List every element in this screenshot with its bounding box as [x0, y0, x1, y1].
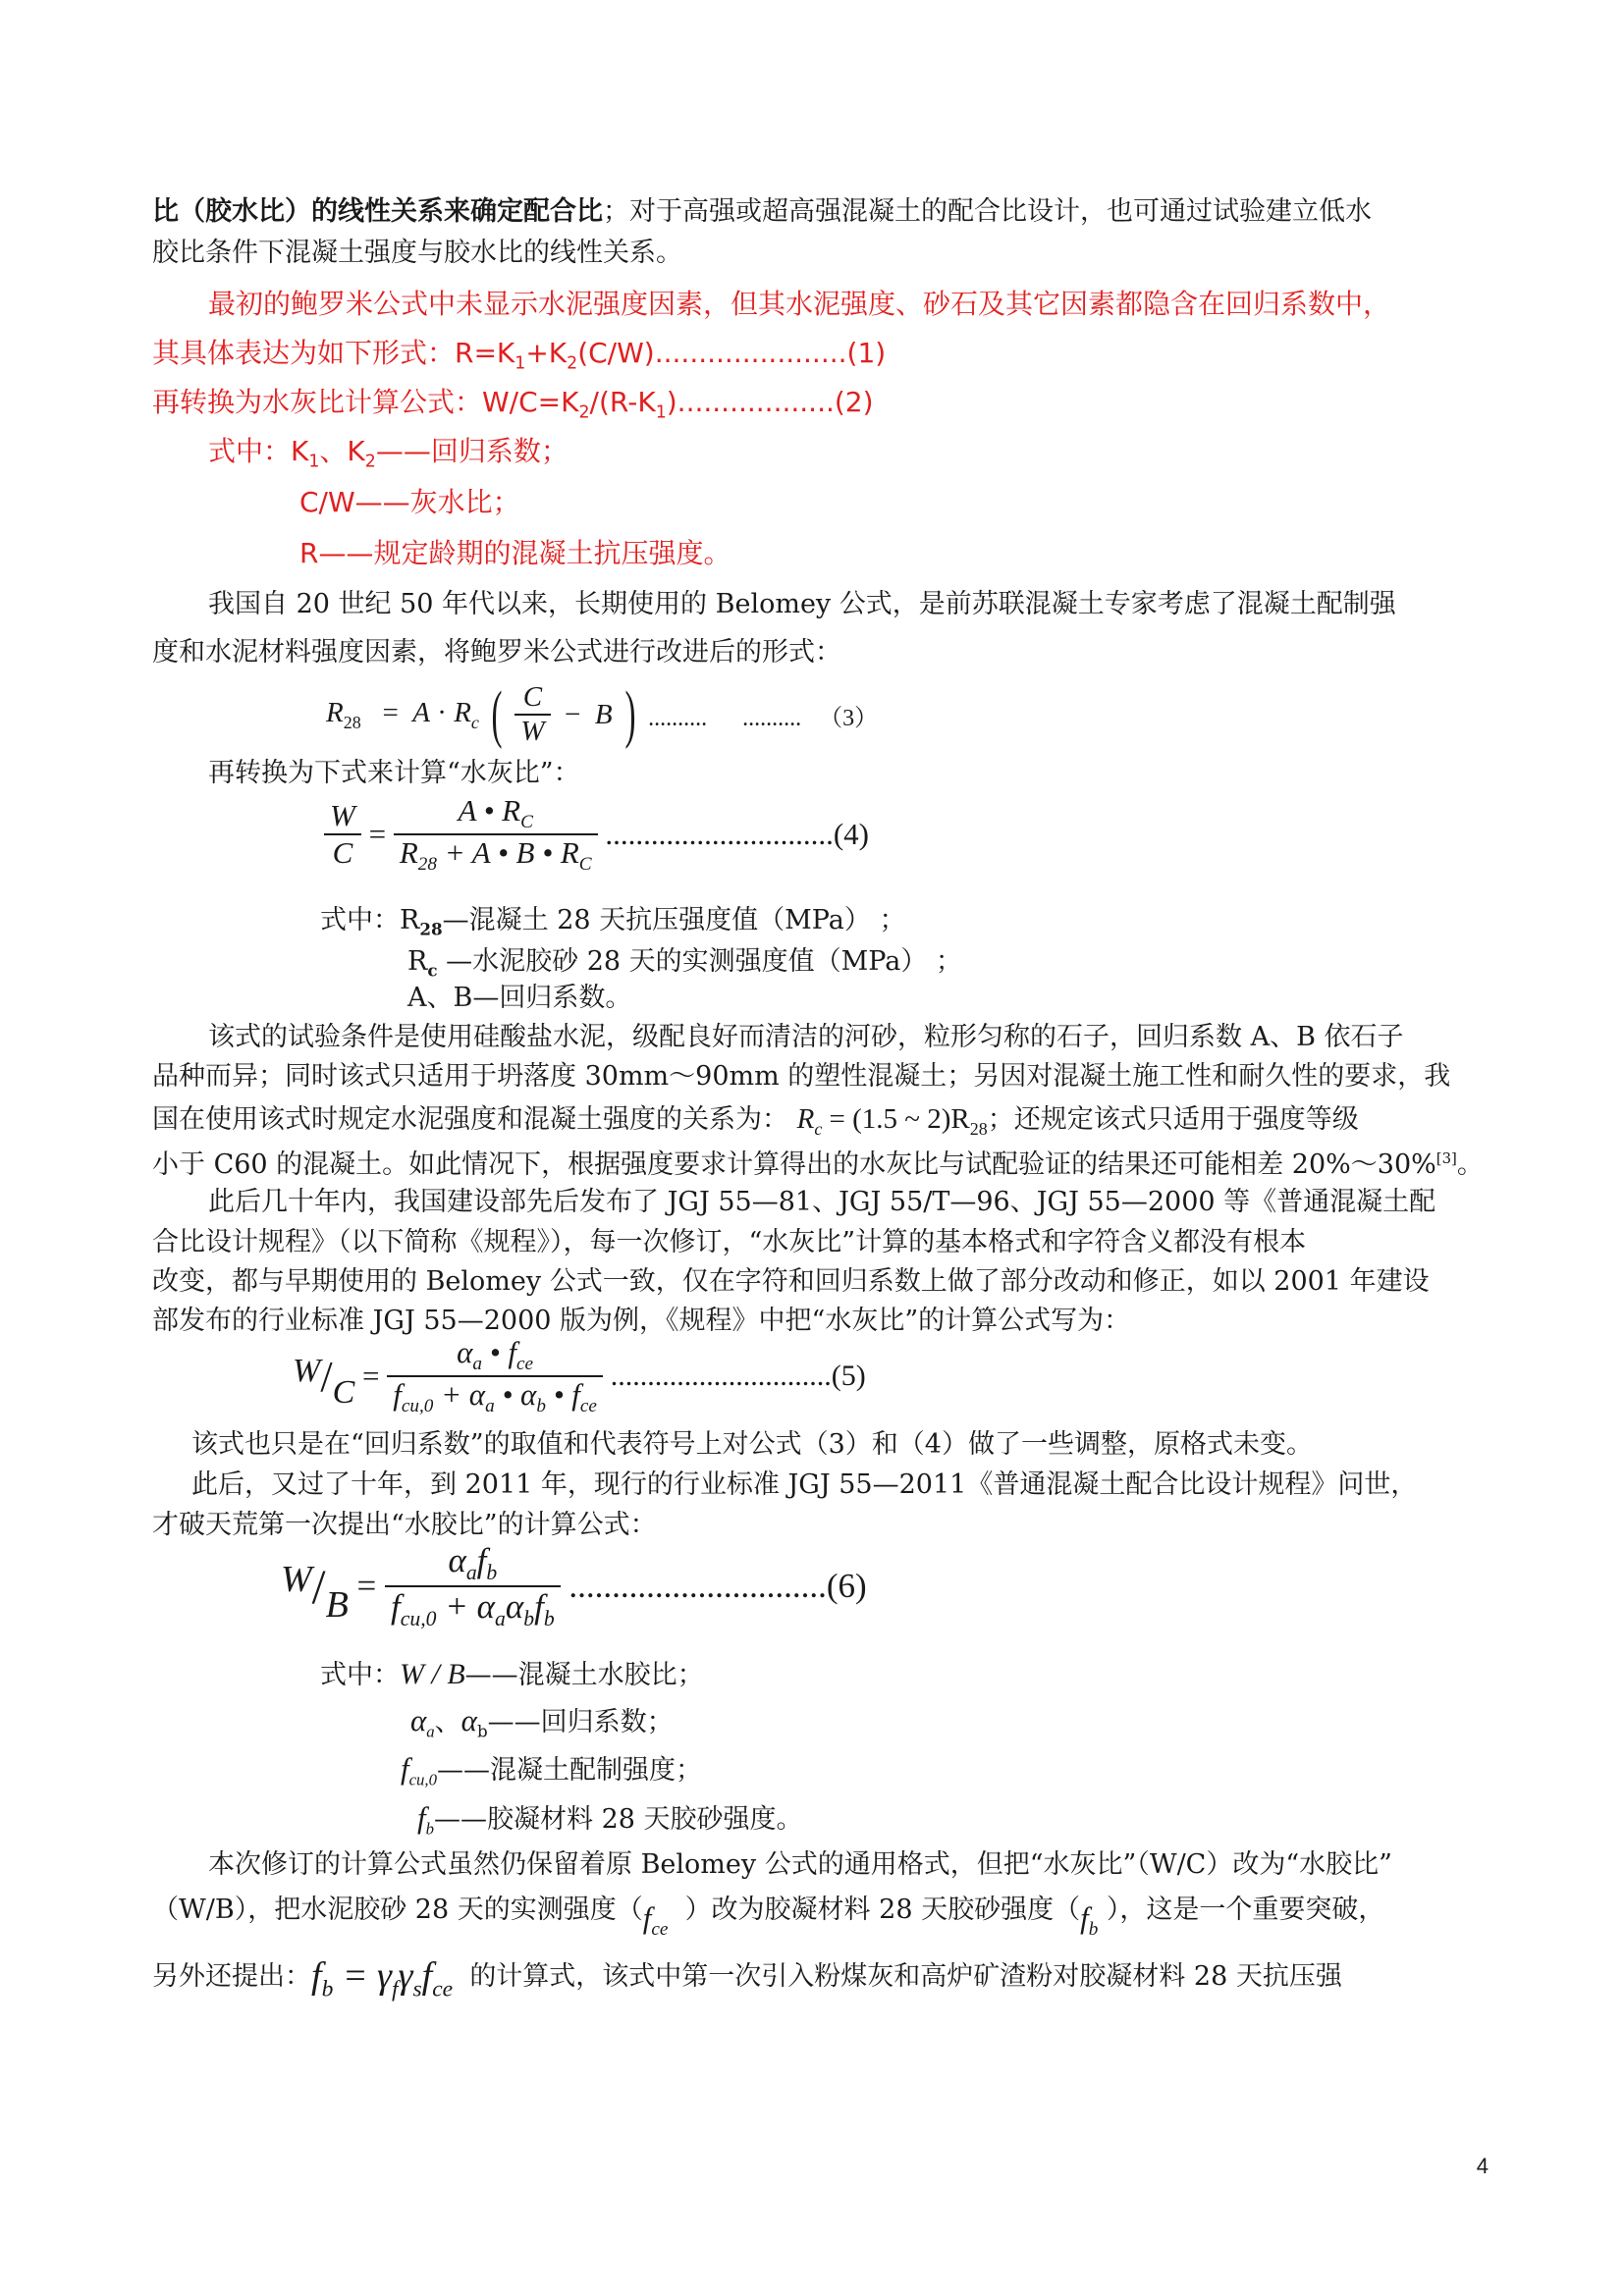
paragraph-line: 我国自 20 世纪 50 年代以来，长期使用的 Belomey 公式，是前苏联混凝土专家考虑了混凝土配制强 [208, 589, 1396, 619]
definition-rc: $R_c$ —水泥胶砂 28 天的实测强度值（MPa） ； [407, 946, 962, 981]
red-definition-k: 式中：$K_1$、$K_2——$回归系数； [208, 435, 568, 472]
paragraph-line: 另外还提出：$f_b = \gamma_f\gamma_sf_{ce}$ 的计算式，该式中第一次引入粉煤灰和高炉矿渣粉对胶凝材料 28 天抗压强 [152, 1955, 1342, 2002]
red-definition-cw: C/W——灰水比； [299, 486, 520, 518]
definition-r28: 式中：$R_{28}—$混凝土 28 天抗压强度值（MPa） ； [320, 905, 906, 939]
red-formula-1: 其具体表达为如下形式：$R=K_1+K_2(C/W)......................(1)$ [152, 337, 887, 374]
paragraph-line: 国在使用该式时规定水泥强度和混凝土强度的关系为： $R_c = (1.5$ ~ $2)R_{28}$；还规定该式只适用于强度等级 [152, 1103, 1359, 1139]
bold-phrase: 比（胶水比）的线性关系来确定配合比 [152, 196, 603, 227]
paragraph-line: 该式也只是在“回归系数”的取值和代表符号上对公式（3）和（4）做了一些调整，原格式未变。 [191, 1429, 1313, 1460]
paragraph-line: 此后，又过了十年，到 2011 年，现行的行业标准 JGJ 55—2011《普通混凝土配合比设计规程》问世， [191, 1469, 1418, 1500]
definition-wb: 式中：W / B——混凝土水胶比； [320, 1658, 704, 1690]
definition-alpha: $\alpha_a$、$\alpha_b——$回归系数； [410, 1703, 674, 1741]
paragraph-line: （W/B），把水泥胶砂 28 天的实测强度（$f_{ce}$ ）改为胶凝材料 28 天胶砂强度（$f_b$ ），这是一个重要突破， [152, 1895, 1385, 1941]
red-definition-r: R——规定龄期的混凝土抗压强度。 [299, 537, 731, 569]
paragraph-line: 改变，都与早期使用的 Belomey 公式一致，仅在字符和回归系数上做了部分改动和修正，如以 2001 年建设 [152, 1266, 1430, 1297]
paragraph-line: 品种而异；同时该式只适用于坍落度 30mm～90mm 的塑性混凝土；另因对混凝土施工性和耐久性的要求，我 [152, 1061, 1451, 1092]
equation-5: W/C = $\frac{\alpha_a • f_{ce}}{f_{cu,0} + \alpha_a • \alpha_b • f_{ce}}$ ..............................(5) [293, 1335, 866, 1417]
paragraph-line: 度和水泥材料强度因素，将鲍罗米公式进行改进后的形式： [152, 637, 841, 667]
paragraph-line: 小于 C60 的混凝土。如此情况下，根据强度要求计算得出的水灰比与试配验证的结果还可能相差 20%～30%[3]。 [152, 1149, 1484, 1180]
paragraph-line: 才破天荒第一次提出“水胶比”的计算公式： [152, 1510, 657, 1540]
page-number: 4 [1476, 2154, 1489, 2178]
definition-ab: A、B—回归系数。 [407, 983, 632, 1013]
equation-6: W/B = $\frac{\alpha_af_b}{f_{cu,0} + \alpha_a\alpha_bf_b}$ ..............................(6) [281, 1541, 867, 1630]
paragraph-line: 胶比条件下混凝土强度与胶水比的线性关系。 [152, 238, 682, 268]
paragraph-line: 再转换为下式来计算“水灰比”： [208, 758, 580, 788]
definition-fb: $f_b——$胶凝材料 28 天胶砂强度。 [417, 1800, 803, 1839]
paragraph-line: 本次修订的计算公式虽然仍保留着原 Belomey 公式的通用格式，但把“水灰比”（W/C）改为“水胶比” [208, 1849, 1392, 1880]
paragraph-line: 部发布的行业标准 JGJ 55—2000 版为例，《规程》中把“水灰比”的计算公式写为： [152, 1306, 1131, 1336]
equation-4: $\frac{W}{C}$ = $\frac{A • R_C}{R_{28} + A • B • R_C}$ ..............................(4) [324, 793, 869, 876]
paragraph-line [152, 192, 1372, 232]
red-formula-2: 再转换为水灰比计算公式：$W/C=K_2/(R-K_1)..................(2)$ [152, 386, 874, 423]
equation-3: $R_{28}$ = $A \cdot R_c$ ( $\frac{C}{W}$ − B ) .......... .......... （3） [326, 678, 879, 750]
text: ；对于高强或超高强混凝土的配合比设计，也可通过试验建立低水 [603, 196, 1372, 227]
definition-fcu: $f_{cu,0}——$混凝土配制强度； [401, 1751, 702, 1789]
paragraph-line: 该式的试验条件是使用硅酸盐水泥，级配良好而清洁的河砂，粒形匀称的石子，回归系数 A、B 依石子 [208, 1022, 1404, 1052]
paragraph-line: 合比设计规程》（以下简称《规程》），每一次修订，“水灰比”计算的基本格式和字符含义都没有根本 [152, 1227, 1307, 1257]
red-line: 最初的鲍罗米公式中未显示水泥强度因素，但其水泥强度、砂石及其它因素都隐含在回归系数中， [208, 288, 1391, 320]
paragraph-line: 此后几十年内，我国建设部先后发布了 JGJ 55—81、JGJ 55/T—96、JGJ 55—2000 等《普通混凝土配 [208, 1187, 1436, 1217]
